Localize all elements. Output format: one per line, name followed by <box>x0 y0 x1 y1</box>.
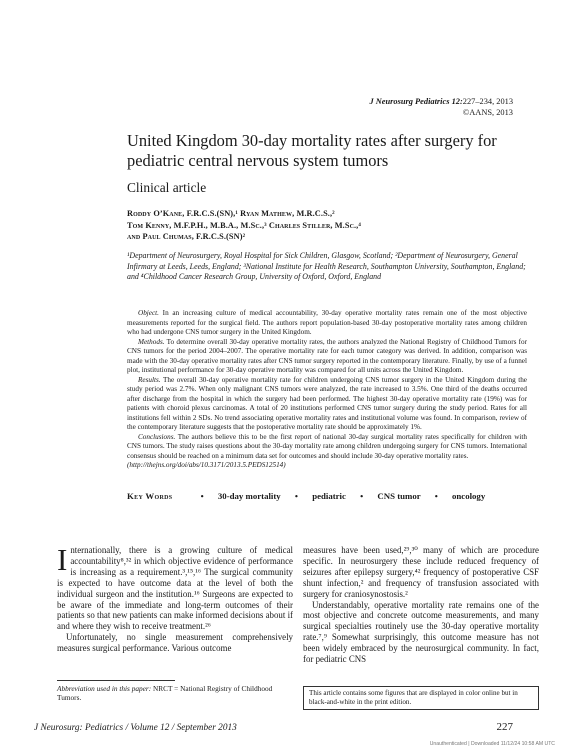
keyword: pediatric <box>312 491 346 501</box>
body-paragraph: measures have been used,²⁹,³⁰ many of which are procedure specific. In neurosurgery these include reduced frequency of seizures after epilepsy surgery,⁴² frequency of postoperative CSF shunt infection,² and frequency of transfusion associated with surgery for craniosynostosis.² <box>303 545 539 599</box>
body-column-right <box>303 545 539 665</box>
bullet-icon: • <box>360 491 364 501</box>
author-line: and Paul Chumas, F.R.C.S.(SN)² <box>127 232 246 241</box>
journal-name: J Neurosurg Pediatrics 12: <box>369 97 463 106</box>
body-text: nternationally, there is a growing culture of medical accountability⁸,³² in which objective evidence of performance is increasing as a requirement.³,¹⁵,¹⁶ The surgical community is expected to have outcome data at the level of both the individual surgeon and the institution.¹⁶ Surgeons are expected to be aware of the immediate and long-term outcomes of their patients so that new patients can make informed decisions about if and where they wish to receive treatment.²⁶ <box>57 545 293 632</box>
keyword: 30-day mortality <box>217 491 281 501</box>
abstract-text: The authors believe this to be the first report of national 30-day surgical mortality rates specifically for children with CNS tumors. The study raises questions about the 30-day mortality rate among children undergoing surgery for CNS tumors. International consensus should be reached on a minimum data set for outcomes and should include 30-day operative mortality rates. <box>127 432 527 460</box>
body-paragraph: Understandably, operative mortality rate remains one of the most objective and concrete outcome measurements, and many surgical specialties routinely use the 30-day operative mortality rate.⁷,⁹ Somewhat surprisingly, this outcome measure has not been widely embraced by the neurosurgical community. In fact, for pediatric CNS <box>303 599 539 665</box>
affiliations: ¹Department of Neurosurgery, Royal Hospital for Sick Children, Glasgow, Scotland; ²Department of Neurosurgery, General Infirmary at Leeds, Leeds, England; ³National Institute for Health Research, Southampton University, Southampton, England; and ⁴Childhood Cancer Research Group, University of Oxford, Oxford, England <box>127 251 526 282</box>
article-title: United Kingdom 30-day mortality rates after surgery for pediatric central nervous system tumors <box>127 131 497 170</box>
abstract-label: Object. <box>138 309 159 317</box>
abstract-label: Results. <box>138 375 161 384</box>
body-paragraph <box>57 542 293 632</box>
color-figure-note: This article contains some figures that are displayed in color online but in black-and-white in the print edition. <box>303 686 539 710</box>
download-stamp: Unauthenticated | Downloaded 11/12/24 10:58 AM UTC <box>429 741 555 747</box>
abstract <box>127 309 527 471</box>
abstract-results <box>127 376 527 433</box>
bullet-icon: • <box>200 491 204 501</box>
footnote-text: NRCT = National Registry of Childhood Tumors. <box>57 684 273 703</box>
bullet-icon: • <box>434 491 438 501</box>
abstract-conclusions <box>127 433 527 462</box>
abbreviation-footnote <box>57 684 293 702</box>
article-type: Clinical article <box>127 180 207 195</box>
copyright: ©AANS, 2013 <box>462 107 513 117</box>
abstract-text: In an increasing culture of medical accountability, 30-day operative mortality rates remain one of the most objective measurements reported for the surgical field. The authors report population-based 30-day postoperative mortality rates among children who had undergone CNS tumor surgery in the United Kingdom. <box>127 309 527 336</box>
footer-citation: J Neurosurg: Pediatrics / Volume 12 / September 2013 <box>34 723 237 733</box>
footnote-divider <box>57 680 175 681</box>
keyword: CNS tumor <box>377 491 421 501</box>
abstract-text: To determine overall 30-day operative mortality rates, the authors analyzed the National Registry of Childhood Tumors for CNS tumors for the period 2004–2007. The operative mortality rate for each tumor category was derived. In addition, comparison was made with the 30-day operative mortality rates after CNS tumor surgery reported in the contemporary literature. Finally, by use of a funnel plot, institutional performance for 30-day operative mortality was compared for all units across the United Kingdom. <box>127 337 527 374</box>
abstract-methods <box>127 338 527 376</box>
journal-pages: 227–234, 2013 <box>462 97 513 106</box>
body-column-left <box>57 542 293 654</box>
author-line: Tom Kenny, M.F.P.H., M.B.A., M.Sc.,³ Charles Stiller, M.Sc.,⁴ <box>127 220 361 230</box>
abstract-label: Methods. <box>138 337 165 346</box>
abstract-label: Conclusions. <box>138 432 176 441</box>
journal-info <box>369 97 513 118</box>
doi-link[interactable]: (http://thejns.org/doi/abs/10.3171/2013.5.PEDS12514) <box>127 461 286 469</box>
keyword: oncology <box>452 491 486 501</box>
page-number: 227 <box>496 721 513 733</box>
bullet-icon: • <box>294 491 298 501</box>
author-line: Roddy O’Kane, F.R.C.S.(SN),¹ Ryan Mathew, M.R.C.S.,² <box>127 209 335 218</box>
drop-cap: I <box>57 542 68 577</box>
keywords-label: Key Words <box>127 491 173 501</box>
abstract-text: The overall 30-day operative mortality rate for children undergoing CNS tumor surgery in the United Kingdom during the study period was 2.7%. When only malignant CNS tumors were analyzed, the rate increased to 3.5%. One third of the deaths occurred after discharge from the hospital in which the surgery had been performed. The highest 30-day operative mortality rate (19%) was for patients with choroid plexus carcinomas. A total of 20 institutions performed CNS tumor surgery during the study period. Rates for all institutions fell within 2 SDs. No trend associating operative mortality rates and institutional volume was found. In comparison, review of the contemporary literature suggests that the postoperative mortality rate should be approximately 1%. <box>127 375 527 431</box>
footnote-label: Abbreviation used in this paper: <box>57 684 152 693</box>
abstract-object <box>127 309 527 338</box>
author-list <box>127 208 527 243</box>
keywords <box>127 491 527 501</box>
body-paragraph: Unfortunately, no single measurement comprehensively measures surgical performance. Various outcome <box>57 632 293 654</box>
